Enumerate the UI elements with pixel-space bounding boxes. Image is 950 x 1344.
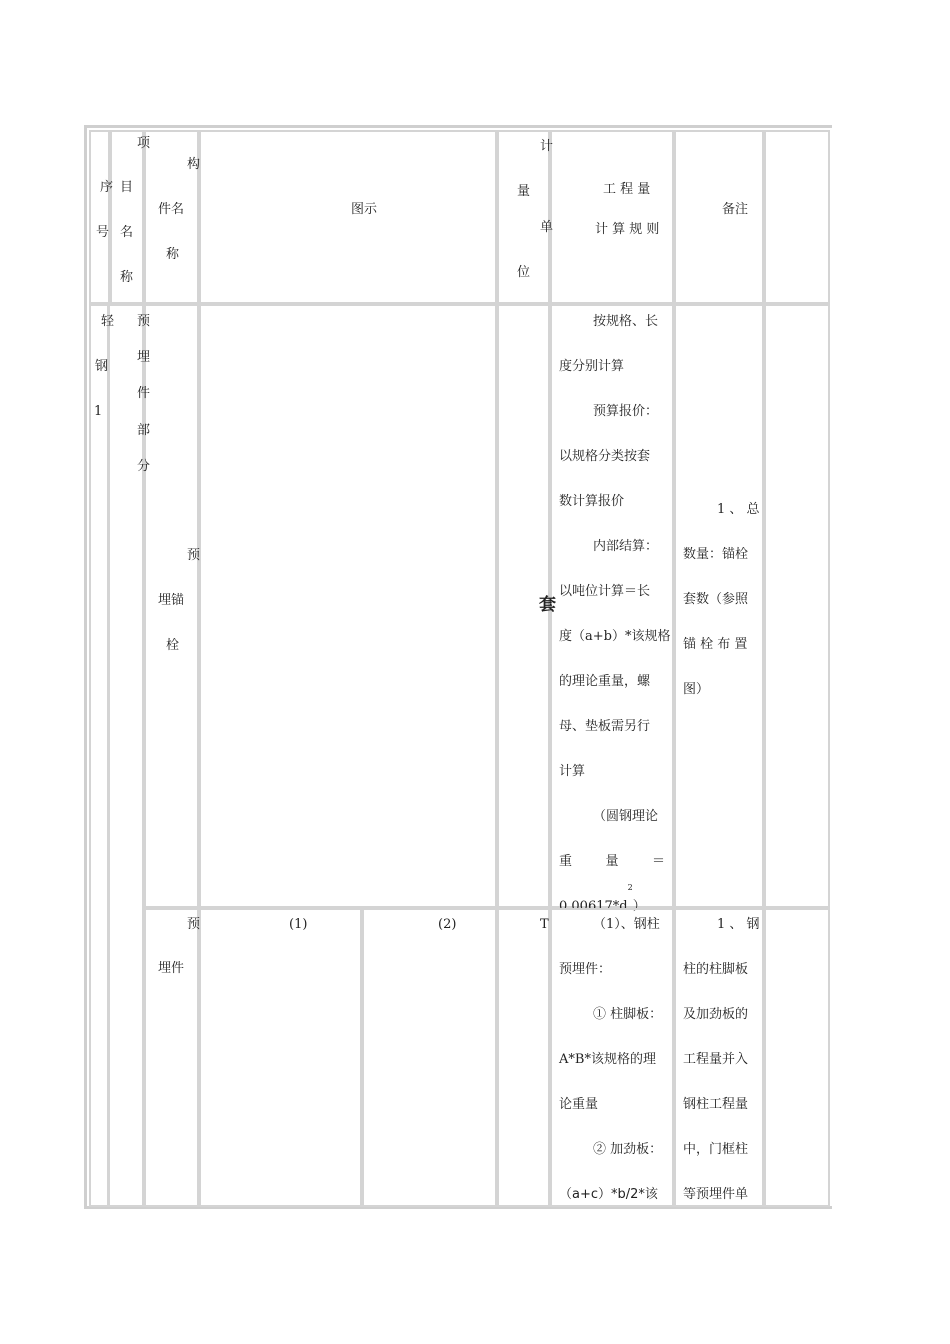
header-remark: 备注 [722, 202, 749, 217]
row2-remark-line: 工程量并入 [683, 1052, 749, 1067]
row1-item-3: 件 [137, 386, 151, 401]
row1-remark-line: 数量：锚栓 [683, 547, 749, 562]
row2-rule-line: ② 加劲板： [593, 1142, 663, 1157]
row1-remark-line: 图） [683, 682, 710, 697]
row2-rule-line: A*B*该规格的理 [559, 1052, 656, 1067]
row2-remark-line: 及加劲板的 [683, 1007, 749, 1022]
row2-rule-text [559, 902, 667, 1217]
header-unit-1: 计 [540, 139, 554, 154]
row1-rule-line: 计算 [559, 764, 586, 779]
header-diagram: 图示 [351, 202, 378, 217]
row2-remark-line: 中，门框柱 [683, 1142, 749, 1157]
row1-rule-word: 重 [559, 854, 573, 869]
header-item-2: 目 [120, 180, 134, 195]
header-extra-cell [764, 130, 830, 304]
row1-diagram-cell [199, 304, 497, 908]
row2-remark-line: 1 、 钢 [717, 917, 760, 932]
header-diagram-cell [199, 130, 497, 304]
header-remark-cell [674, 130, 764, 304]
row1-rule-line: 以吨位计算＝长 [559, 584, 651, 599]
row1-remark-line: 套数（参照 [683, 592, 749, 607]
row2-unit-cell [497, 908, 550, 1207]
row2-remark-text [683, 902, 760, 1217]
row1-rule-line: 以规格分类按套 [559, 449, 651, 464]
row1-rule-line: 母、垫板需另行 [559, 719, 651, 734]
row2-rule-line: 论重量 [559, 1097, 599, 1112]
row1-item-4: 部 [137, 423, 151, 438]
row1-rule-line: 的理论重量，螺 [559, 674, 651, 689]
header-item-1: 项 [137, 136, 151, 151]
header-unit-2: 量 [517, 184, 531, 199]
row1-remark-line: 锚 栓 布 置 [683, 637, 748, 652]
header-unit-3: 单 [540, 220, 554, 235]
row1-rule-line: 度分别计算 [559, 359, 625, 374]
row1-item-cell [107, 304, 144, 1207]
row2-component-2: 埋件 [158, 961, 185, 976]
row1-remark-text [683, 487, 760, 712]
header-seq-2: 号 [96, 225, 110, 240]
row2-fig1-cell [199, 908, 362, 1207]
row1-rule-superscript: 2 [627, 883, 633, 892]
row1-item-1: 预 [137, 314, 151, 329]
row2-remark-line: 柱的柱脚板 [683, 962, 749, 977]
row1-component-1: 预 [187, 548, 201, 563]
row1-rule-line: 按规格、长 [593, 314, 659, 329]
row1-item-5: 分 [137, 459, 151, 474]
row1-rule-line: 度（a+b）*该规格 [559, 629, 671, 644]
row1-extra-cell [764, 304, 830, 908]
header-unit-4: 位 [517, 265, 531, 280]
row1-rule-formula-end: ） [632, 899, 646, 914]
row1-rule-word: ＝ [651, 854, 665, 869]
row2-remark-line: 钢柱工程量 [683, 1097, 749, 1112]
row1-rule-word: 量 [605, 854, 619, 869]
row2-rule-line: （1）、钢柱 [593, 917, 660, 932]
row2-unit: T [540, 917, 549, 932]
header-rule-cell [550, 130, 674, 304]
header-rule-1: 工 程 量 [603, 182, 651, 197]
row1-rule-line: 内部结算： [593, 539, 659, 554]
header-rule-2: 计 算 规 则 [595, 222, 660, 237]
row1-remark-line: 1 、 总 [717, 502, 760, 517]
row2-rule-line: （a+c）*b/2*该 [559, 1187, 658, 1202]
header-component-3: 称 [166, 247, 180, 262]
row1-item-2: 埋 [137, 350, 151, 365]
row2-fig1-label: (1) [289, 917, 308, 932]
header-seq-cell [89, 130, 110, 304]
row2-extra-cell [764, 908, 830, 1207]
row2-component-1: 预 [187, 917, 201, 932]
row2-remark-line: 等预埋件单 [683, 1187, 749, 1202]
header-item-3: 名 [120, 225, 134, 240]
header-component-2: 件名 [158, 202, 185, 217]
row2-rule-line: 预埋件： [559, 962, 612, 977]
row1-unit: 套 [539, 595, 556, 615]
row1-seq-3: 1 [94, 404, 103, 419]
row1-rule-line [559, 839, 665, 884]
header-item-4: 称 [120, 270, 134, 285]
header-seq-1: 序 [100, 180, 114, 195]
row1-rule-line: （圆钢理论 [593, 809, 659, 824]
row1-component-3: 栓 [166, 638, 180, 653]
row2-component-cell [144, 908, 199, 1207]
row2-rule-line: ① 柱脚板： [593, 1007, 663, 1022]
header-component-1: 构 [187, 157, 201, 172]
row1-seq-1: 轻 [101, 314, 115, 329]
row2-fig2-cell [362, 908, 497, 1207]
row1-rule-line: 预算报价： [593, 404, 659, 419]
row1-rule-formula: 0.00617*d [559, 899, 628, 914]
row1-rule-text [559, 299, 671, 929]
row1-rule-line: 数计算报价 [559, 494, 625, 509]
row1-component-2: 埋锚 [158, 593, 185, 608]
row2-fig2-label: (2) [438, 917, 457, 932]
row1-seq-2: 钢 [95, 359, 109, 374]
